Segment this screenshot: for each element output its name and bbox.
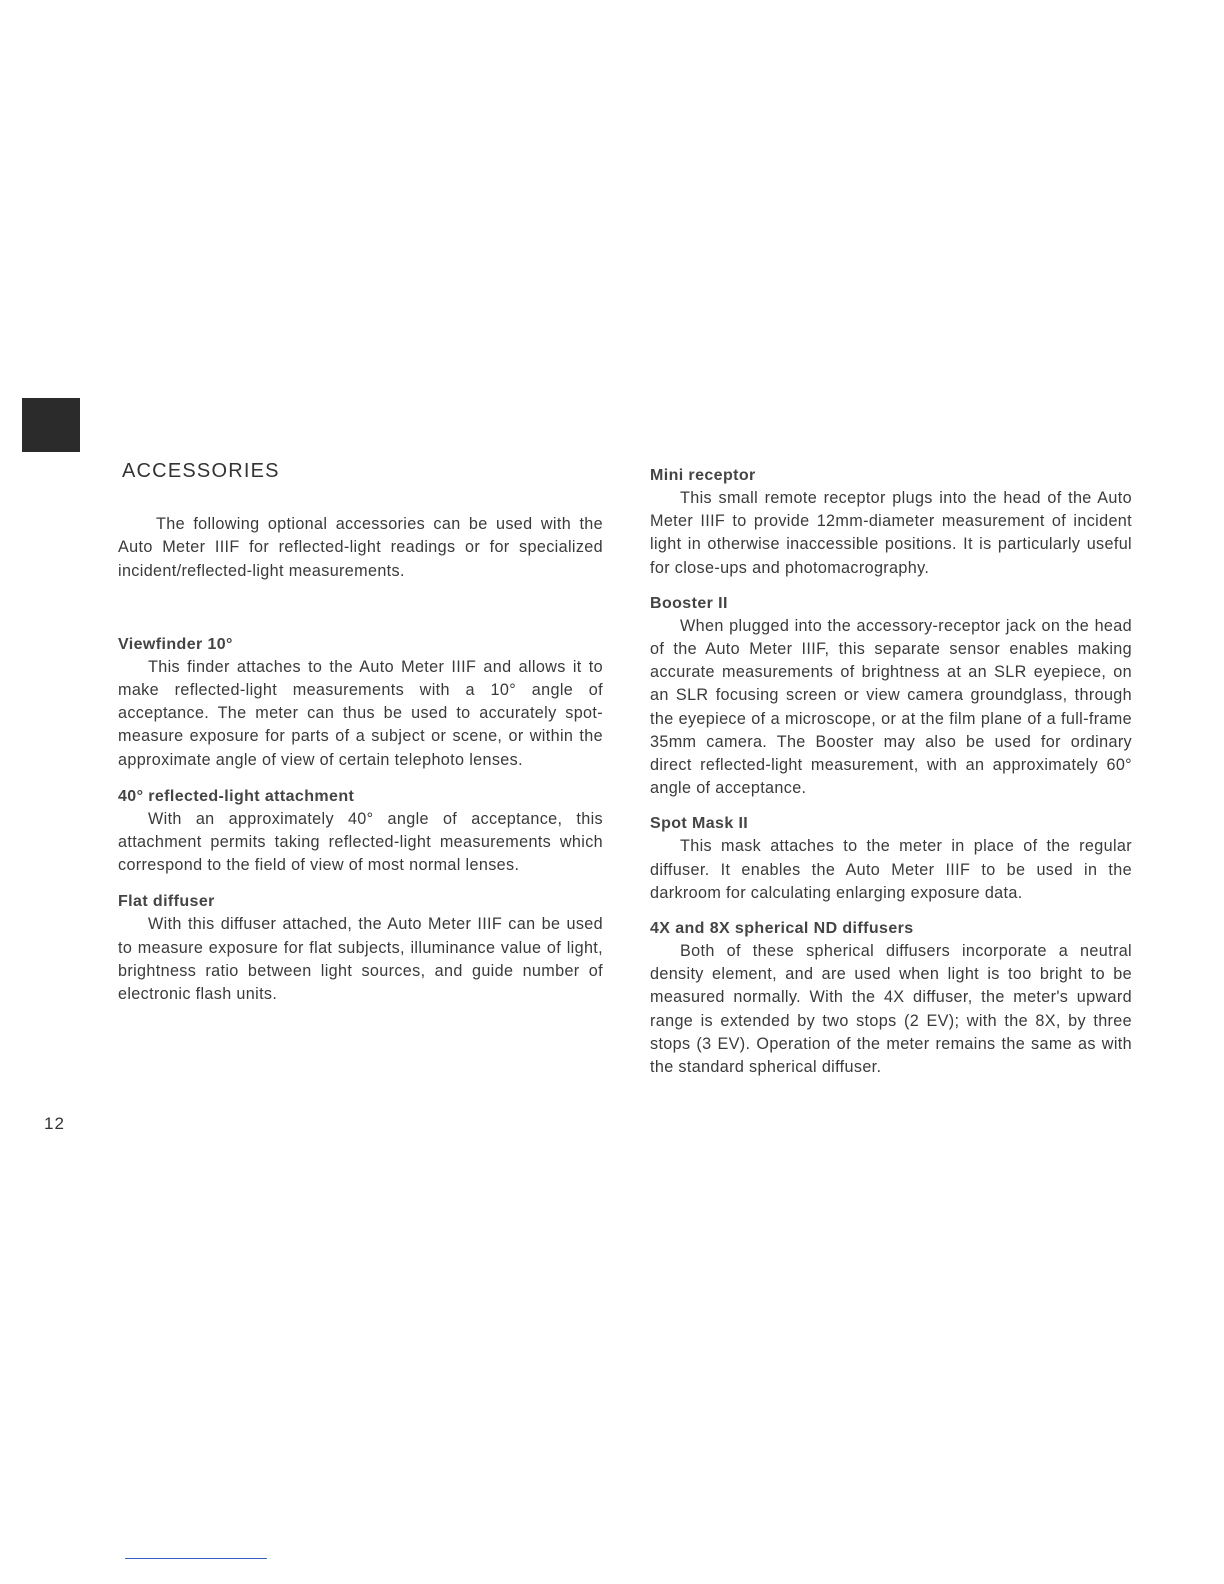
accessory-body: With this diffuser attached, the Auto Meter IIIF can be used to measure exposure for flat subjects, illuminance value of light, brightness ratio between light sources, and guide number of electronic flash units. [118, 915, 603, 1004]
section-thumb-tab [22, 398, 80, 452]
accessory-body: This finder attaches to the Auto Meter IIIF and allows it to make reflected-light measurements with a 10° angle of acceptance. The meter can thus be used to accurately spot-measure exposure for parts of a subject or scene, or within the approximate angle of view of certain telephoto lenses. [118, 657, 603, 769]
accessory-heading: Flat diffuser [118, 893, 215, 911]
accessory-body: This small remote receptor plugs into the head of the Auto Meter IIIF to provide 12mm-diameter measurement of incident light in otherwise inaccessible positions. It is particularly useful for close-ups and photomacrography. [650, 489, 1132, 577]
right-column [650, 464, 1132, 1091]
accessory-flat-diffuser [118, 890, 603, 1006]
accessory-nd-diffusers [650, 917, 1132, 1079]
page-number: 12 [44, 1114, 65, 1133]
accessory-heading: Booster II [650, 594, 728, 612]
accessory-heading: Spot Mask II [650, 815, 749, 833]
intro-paragraph: The following optional accessories can be used with the Auto Meter IIIF for reflected-light readings or for specialized incident/reflected-light measurements. [118, 515, 603, 580]
accessory-heading: Mini receptor [650, 467, 756, 484]
accessory-heading: 4X and 8X spherical ND diffusers [650, 920, 914, 938]
accessory-body: This mask attaches to the meter in place of the regular diffuser. It enables the Auto Meter IIIF to be used in the darkroom for calculating enlarging exposure data. [650, 837, 1132, 902]
accessory-reflected-light-attachment [118, 785, 603, 878]
accessory-heading: Viewfinder 10° [118, 635, 233, 653]
accessory-body: With an approximately 40° angle of acceptance, this attachment permits taking reflected-light measurements which correspond to the field of view of most normal lenses. [118, 809, 603, 875]
accessory-viewfinder [118, 633, 603, 772]
accessory-body: When plugged into the accessory-receptor jack on the head of the Auto Meter IIIF, this separate sensor enables making accurate measurements of brightness at an SLR eyepiece, on an SLR focusing screen or view camera groundglass, through the eyepiece of a microscope, or at the film plane of a full-frame 35mm camera. The Booster may also be used for ordinary direct reflected-light measurement, with an approximately 60° angle of acceptance. [650, 616, 1132, 798]
accessory-spot-mask [650, 812, 1132, 905]
accessory-mini-receptor [650, 464, 1132, 580]
bottom-rule [125, 1558, 267, 1559]
section-title: ACCESSORIES [122, 460, 280, 482]
accessory-booster [650, 592, 1132, 801]
accessory-body: Both of these spherical diffusers incorporate a neutral density element, and are used when light is too bright to be measured normally. With the 4X diffuser, the meter's upward range is extended by two stops (2 EV); with the 8X, by three stops (3 EV). Operation of the meter remains the same as with the standard spherical diffuser. [650, 942, 1132, 1077]
accessory-heading: 40° reflected-light attachment [118, 787, 355, 805]
left-column [118, 460, 603, 1019]
